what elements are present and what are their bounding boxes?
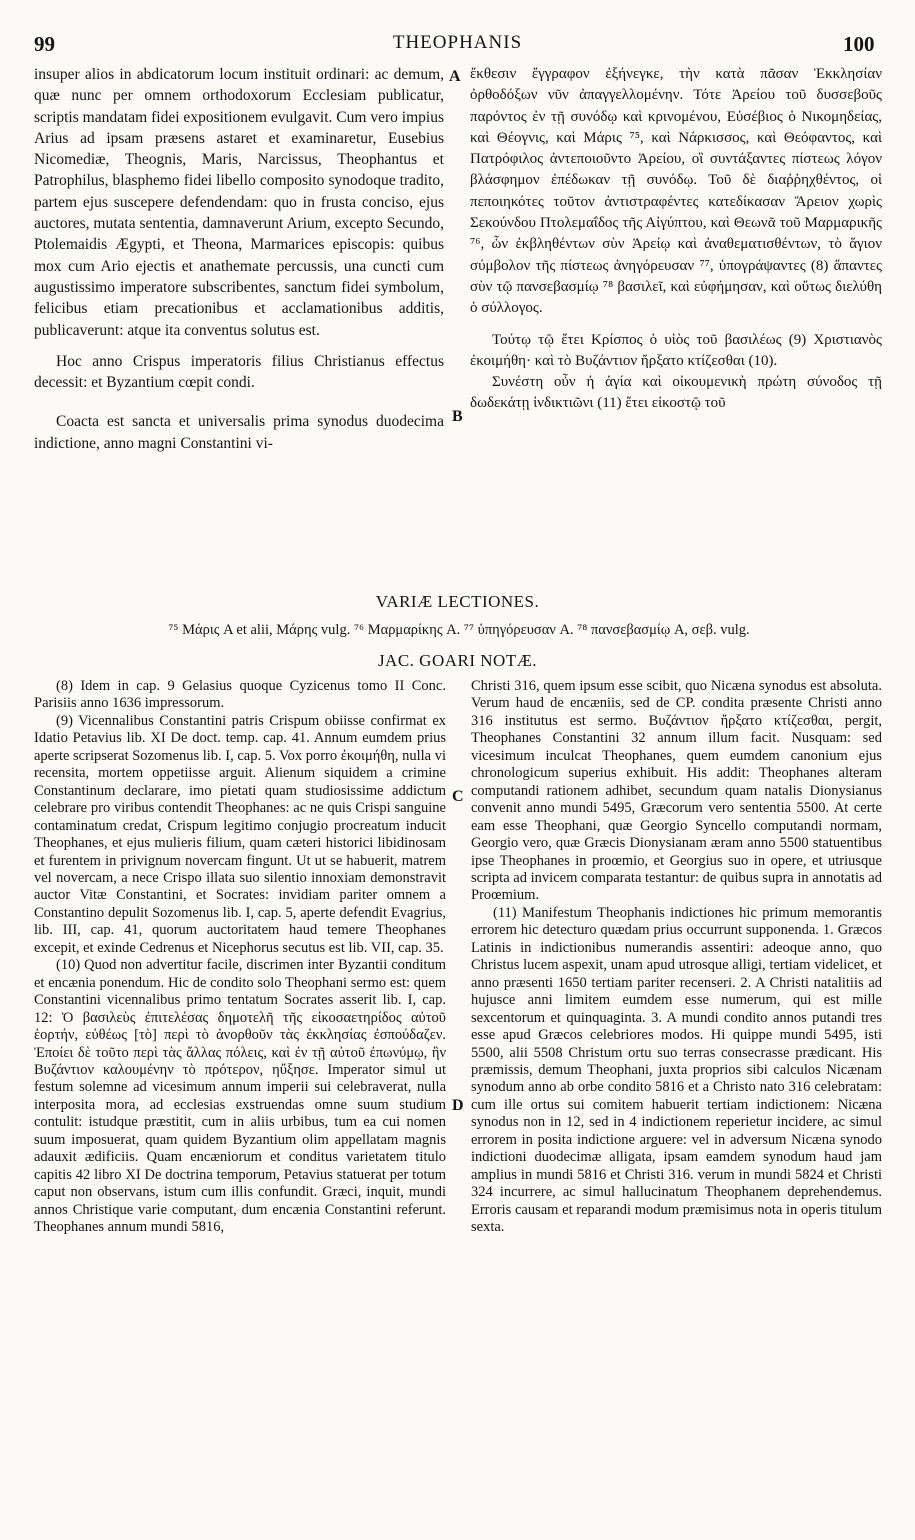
note-paragraph: Christi 316, quem ipsum esse scibit, quo Nicæna synodus est absoluta. Verum haud de encæniis, sed de CP. condita præsente Christi anno 316 institutus est sermo. Βυζάντιον ἤρξατο κτίζεσθαι, pergit, Theophanes Constantini 32 annum illum facit. Nusquam: sed vicesimum inculcat Theophanes, quem eumdem canonium ejus chronologicum superius exhibuit. His addit: Theophanes alteram computandi rationem adhibet, secundum quam natalis Dionysianus convenit anno mundi 5495, Græcorum vero sententia 5500. At certe eam esse Theophani, quæ Georgio Syncello computandi normam, Georgio vero, quæ Græcis Dionysianam æram anno 5500 statuentibus ipse Theophanes in proœmio, et Georgius suo in opere, et utriusque scripta ad invicem comparata testantur: de quibus supra in annotatis ad Proœmium. [471,678,882,904]
note-paragraph: (10) Quod non advertitur facile, discrimen inter Byzantii conditum et encænia ponendum. Hic de condito solo Theophani sermo est: quem Constantini vicennalibus primo tentatum Socrates asserit lib. I, cap. 12: Ὁ βασιλεὺς ἐπιτελέσας δημοτελῆ τῆς εἰκοσαετηρίδος αὐτοῦ ἑορτήν, εὐθέως [τὸ] περὶ τὸ ἀνορθοῦν τὰς ἐκκλησίας ἐσπούδαζεν. Ἐποίει δὲ τοῦτο περὶ τὰς ἄλλας πόλεις, καὶ ἐν τῇ αὐτοῦ ἐπωνύμῳ, ἣν Βυζάντιον καλουμένην τὸ πρότερον, ηὔξησε. Imperator simul ut festum solemne ad vicesimum annum imperii sui celebraverat, nulla interposita mora, ad ecclesias exstruendas omne suum studium contulit: istudque præstitit, cum in aliis urbibus, tum ea cui nomen suum imposuerat, quam quidem Byzantium olim appellatam magnis adauxit ædificiis. Quam encæniorum et conditus varietatem titulo capitis 42 libro XI De doctrina temporum, Petavius statuerat per totum caput non observans, istum cum illis confundit. Græci, inquit, mundi annos Christique varie computant, dum encænia Constantini referunt. Theophanes annum mundi 5816, [34,957,446,1236]
variae-lectiones-heading: VARIÆ LECTIONES. [375,592,540,611]
variae-lectiones-text: ⁷⁵ Μάρις A et alii, Μάρης vulg. ⁷⁶ Μαρμαρίκης A. ⁷⁷ ὑπηγόρευσαν A. ⁷⁸ πανσεβασμίῳ A, σεβ. vulg. [168,622,750,638]
note-paragraph: (8) Idem in cap. 9 Gelasius quoque Cyzicenus tomo II Conc. Parisiis anno 1636 impressorum. [34,678,446,712]
latin-text-column [34,64,444,454]
notes-left-column [34,678,446,1237]
margin-letter-b: B [452,408,463,425]
margin-letter-c: C [452,788,464,805]
notes-right-column [471,678,882,1237]
greek-paragraph: ἔκθεσιν ἔγγραφον ἐξήνεγκε, τὴν κατὰ πᾶσαν Ἐκκλησίαν ὀρθοδόξων νῦν ἀπαγγελλομένην. Τότε Ἀρείου τοῦ δυσσεβοῦς παρόντος ἐν τῇ συνόδῳ καὶ κρινομένου, Εὐσέβιος ὁ Νικομηδείας, καὶ Θέογνις, καὶ Μάρις ⁷⁵, καὶ Νάρκισσος, καὶ Θεόφαντος, καὶ Πατρόφιλος ἀντεποιοῦντο Ἀρείου, οἳ συντάξαντες πίστεως λόγον βλάσφημον ἐπέδωκαν τῇ συνόδῳ. Τοῦ δὲ διαῤῥηχθέντος, οἱ πεποιηκότες τοῦτον ἀντιστραφέντες κατεδίκασαν Ἄρειον χωρὶς Σεκούνδου Πτολεμαΐδος τῆς Αἰγύπτου, καὶ Θεωνᾶ τοῦ Μαρμαρικῆς ⁷⁶, ὧν ἐκβληθέντων σὺν Ἀρείῳ καὶ ἀναθεματισθέντων, τὸ ἅγιον σύμβολον τῆς πίστεως ἀνηγόρευσαν ⁷⁷, ὑπογράψαντες (8) ἅπαντες σὺν τῷ πανσεβασμίῳ ⁷⁸ βασιλεῖ, καὶ εὐφήμησαν, καὶ οὕτως διελύθη ὁ σύλλογος. [470,66,882,317]
latin-paragraph: insuper alios in abdicatorum locum instituit ordinari: ac demum, quæ nunc per omnem orthodoxorum Ecclesiam publicatur, scriptis mandatam fidei expositionem evulgavit. Cum vero impius Arius ad ipsam præsens astaret et examinaretur, Eusebius Nicomediæ, Theognis, Maris, Narcissus, Theophantus et Patrophilus, blasphemo fidei libello composito synodoque tradito, partem ejus suscepere defendendam: quo in frusta conciso, ejus auctores, mutata sententia, damnaverunt Arium, excepto Secundo, Ptolemaidis Ægypti, et Theona, Marmarices episcopis: quibus mox cum Ario ejectis et anathemate percussis, una cuncti cum augustissimo imperatore subscribentes, sanctum fidei symbolum, felicibus etiam precationibus et acclamationibus additis, publicaverunt: atque ita conventus solutus est. [34,66,444,339]
running-title: THEOPHANIS [392,32,523,53]
greek-paragraph: Τούτῳ τῷ ἔτει Κρίσπος ὁ υἱὸς τοῦ βασιλέως (9) Χριστιανὸς ἐκοιμήθη· καὶ τὸ Βυζάντιον ἤρξατο κτίζεσθαι (10). [470,331,882,369]
latin-paragraph: Coacta est sancta et universalis prima synodus duodecima indictione, anno magni Constantini vi- [34,413,444,452]
page-number-right: 100 [843,32,875,56]
margin-letter-a: A [449,68,461,85]
note-paragraph: (11) Manifestum Theophanis indictiones hic primum memorantis errorem hic detecturo quædam prius occurrunt supponenda. 1. Græcos Latinis in indictionibus numerandis assentiri: adeoque anno, quo Christus lucem aspexit, unam apud utrosque alligi, tertiam videlicet, et anno præsenti 1650 tertiam pariter recenseri. 2. A Christi natalitiis ad hujusce anni limitem eumdem esse numerum, qui est mille sexcentorum et quinquaginta. 3. A mundi condito annos putandi tres esse apud Græcos celebriores modos. Hi quippe mundi 5495, isti 5500, alii 5508 Christum ortu suo terras consecrasse prædicant. His præmissis, demum Theophani, juxta proprios sibi calculos Nicænam synodum anno ab orbe condito 5816 et a Christo nato 316 celebratam: cum ille ortus sui comitem habuerit tertiam indictionem: Nicæna synodus non in 12, sed in 4 indictionem reperietur incidere, ac simul errorem in posita indictione arguere: vel in adversum Nicæna synodo indictioni duodecimæ alligata, ipsam eamdem synodum haud jam amplius in mundi 5816 et Christi 316. verum in mundi 5824 et Christi 324 incurrere, ac simul hallucinatum Theophanem deprehendemus. Erroris causam et reparandi modum præmisimus nota in operis titulum sexta. [471,904,882,1236]
greek-text-column [470,64,882,415]
notes-heading: JAC. GOARI NOTÆ. [377,651,538,670]
latin-paragraph: Hoc anno Crispus imperatoris filius Christianus effectus decessit: et Byzantium cœpit condi. [34,352,444,392]
page-number-left: 99 [34,32,55,56]
greek-paragraph: Συνέστη οὖν ἡ ἁγία καὶ οἰκουμενικὴ πρώτη σύνοδος τῇ δωδεκάτῃ ἰνδικτιῶνι (11) ἔτει εἰκοστῷ τοῦ [470,374,882,412]
margin-letter-d: D [452,1097,464,1114]
note-paragraph: (9) Vicennalibus Constantini patris Crispum obiisse confirmat ex Idatio Petavius lib. XI De doct. temp. cap. 41. Annum eumdem prius aperte scripserat Sozomenus lib. I, cap. 5. Vox porro ἐκοιμήθη, nulla vi recensita, mortem oppetiisse arguit. Alienum siquidem a crimine Constantinum declarare, imo pietati quam studiosissime addictum celebrare pro viribus contendit Theophanes: ac ne quis Crispi sanguine contaminatum credat, Crispum legitimo conjugio procreatum inducit Theophanes, et ejus mulieris filium, quam cæteri historici libidinosam et furentem in privignum novercam fingunt. Ut ut se habuerit, matrem vel novercam, a nece Crispo illata suo silentio innoxiam demonstravit auctor Vitæ Constantini, et Socrates: invidiam pariter omnem a Constantino depulit Sozomenus lib. I, cap. 5, aperte defendit Evagrius, lib. III, cap. 41, quorum auctoritatem haud temere Theophanes excepit, et exinde Cedrenus et Nicephorus secutus est lib. VII, cap. 35. [34,712,446,956]
